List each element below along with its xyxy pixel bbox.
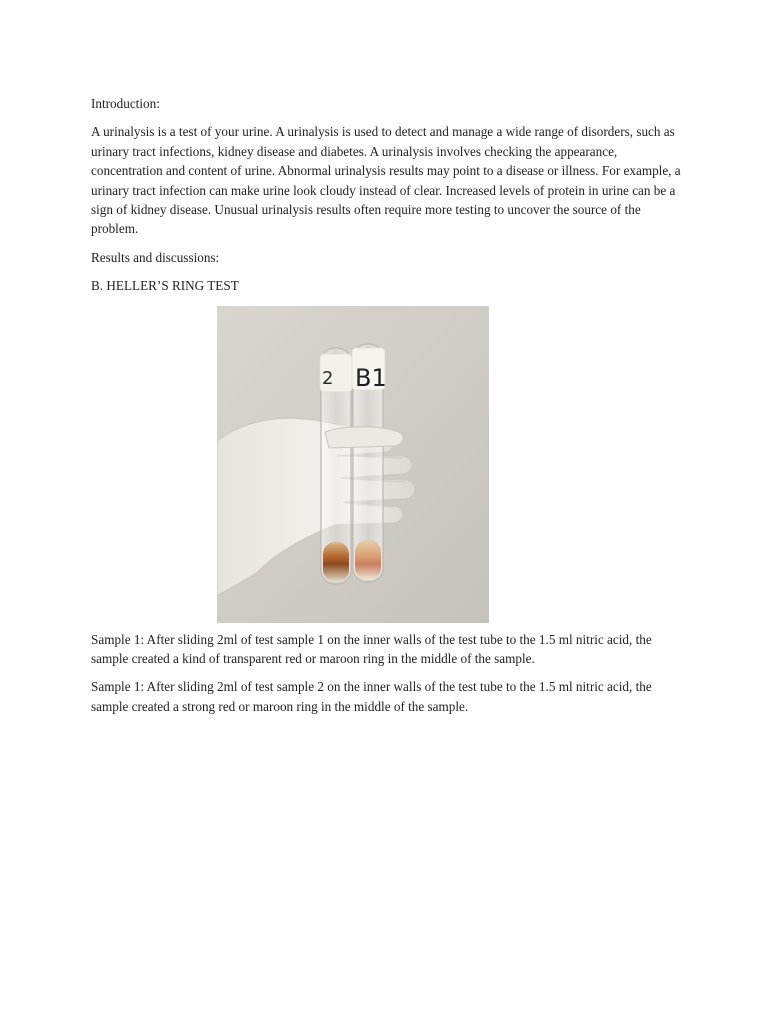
document-page (91, 94, 691, 716)
test-heading: B. HELLER’S RING TEST (91, 278, 239, 294)
test-tube-photo (217, 306, 489, 623)
glove-thumb (325, 426, 403, 447)
sample-2-paragraph: Sample 1: After sliding 2ml of test sample 2 on the inner walls of the test tube to the 1.5 ml nitric acid, the sample created a strong red or maroon ring in the middle of the sample. (91, 679, 652, 714)
intro-paragraph: A urinalysis is a test of your urine. A urinalysis is used to detect and manage a wide range of disorders, such as urinary tract infections, kidney disease and diabetes. A urinalysis involves checking the appearance, concentration and content of urine. Abnormal urinalysis results may point to a disease or illness. For example, a urinary tract infection can make urine look cloudy instead of clear. Increased levels of protein in urine can be a sign of kidney disease. Unusual urinalysis results often require more testing to uncover the source of the problem. (91, 124, 681, 237)
test-tube-illustration (217, 306, 489, 623)
tube-label-left: 2 (322, 367, 334, 389)
intro-heading: Introduction: (91, 96, 160, 111)
sample-1-paragraph: Sample 1: After sliding 2ml of test sample 1 on the inner walls of the test tube to the 1.5 ml nitric acid, the sample created a kind of transparent red or maroon ring in the middle of the sample. (91, 631, 652, 667)
tube-label-right: B1 (355, 363, 387, 392)
results-heading: Results and discussions: (91, 249, 220, 265)
